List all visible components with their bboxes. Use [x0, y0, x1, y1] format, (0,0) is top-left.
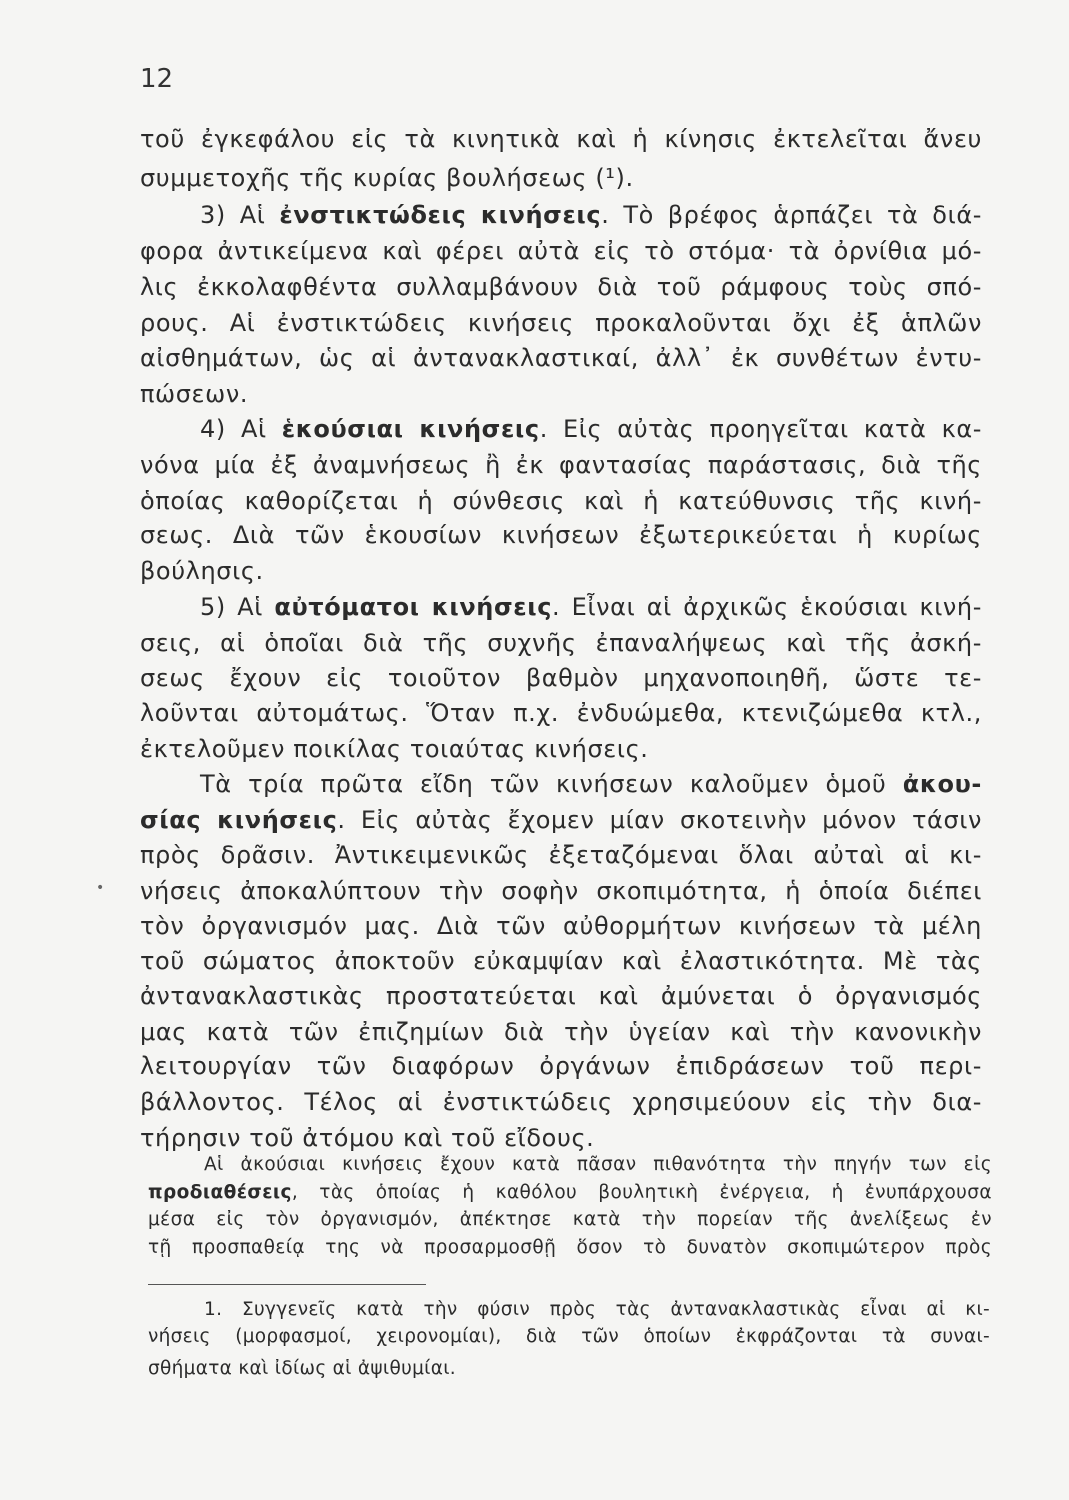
text-segment: πώσεων.: [140, 380, 249, 408]
bold-term: ἑκούσιαι κινήσεις: [281, 415, 540, 443]
bold-term: ἐνστικτώδεις κινήσεις: [279, 201, 602, 229]
body-line: [140, 520, 982, 550]
body-line: [140, 663, 982, 693]
text-segment: μέσα εἰς τὸν ὀργανισμόν, ἀπέκτησε κατὰ τὴν πορείαν τῆς ἀνελίξεως ἐν: [148, 1209, 992, 1230]
body-line: [140, 450, 982, 480]
text-segment: τῇ προσπαθείᾳ της νὰ προσαρμοσθῇ ὅσον τὸ δυνατὸν σκοπιμώτερον πρὸς: [148, 1237, 992, 1258]
body-line: [140, 840, 982, 870]
text-segment: νήσεις (μορφασμοί, χειρονομίαι), διὰ τῶν ὁποίων ἐκφράζονται τὰ συναι-: [148, 1326, 990, 1347]
text-segment: λις ἐκκολαφθέντα συλλαμβάνουν διὰ τοῦ ράμφους τοὺς σπό-: [140, 273, 982, 301]
text-segment: φορα ἀντικείμενα καὶ φέρει αὐτὰ εἰς τὸ στόμα· τὰ ὀρνίθια μό-: [140, 237, 982, 265]
text-segment: βάλλοντος. Τέλος αἱ ἐνστικτώδεις χρησιμεύουν εἰς τὴν δια-: [140, 1088, 982, 1116]
text-segment: αἰσθημάτων, ὡς αἱ ἀντανακλαστικαί, ἀλλ᾽ ἐκ συνθέτων ἐντυ-: [140, 344, 982, 372]
text-segment: σεως. Διὰ τῶν ἑκουσίων κινήσεων ἐξωτερικεύεται ἡ κυρίως: [140, 521, 982, 549]
body-line: [140, 556, 264, 586]
body-line: [200, 200, 982, 230]
footnote-line: [148, 1357, 456, 1381]
note-line: [204, 1153, 992, 1177]
text-segment: . Εἰς αὐτὰς προηγεῖται κατὰ κα-: [539, 415, 983, 443]
bold-term: ἀκου-: [902, 770, 982, 798]
body-line: [140, 272, 982, 302]
text-segment: ρους. Αἱ ἐνστικτώδεις κινήσεις προκαλοῦνται ὄχι ἐξ ἁπλῶν: [140, 309, 982, 337]
text-segment: Τὰ τρία πρῶτα εἴδη τῶν κινήσεων καλοῦμεν ὁμοῦ: [200, 770, 903, 798]
body-line: [140, 876, 982, 906]
note-line: [148, 1208, 992, 1232]
footnote-line: [148, 1325, 990, 1349]
text-segment: 3) Αἱ: [200, 201, 280, 229]
body-line: [140, 1123, 594, 1153]
text-segment: λειτουργίαν τῶν διαφόρων ὀργάνων ἐπιδράσεων τοῦ περι-: [140, 1052, 982, 1080]
text-segment: 4) Αἱ: [200, 415, 282, 443]
body-line: [200, 592, 982, 622]
footnote-rule: [148, 1284, 426, 1285]
text-segment: σθήματα καὶ ἰδίως αἱ ἀψιθυμίαι.: [148, 1358, 456, 1379]
text-segment: σεις, αἱ ὁποῖαι διὰ τῆς συχνῆς ἐπαναλήψεως καὶ τῆς ἀσκή-: [140, 629, 982, 657]
text-segment: μας κατὰ τῶν ἐπιζημίων διὰ τὴν ὑγείαν καὶ τὴν κανονικὴν: [140, 1018, 982, 1046]
body-line: [140, 124, 982, 154]
body-line: [140, 486, 982, 516]
text-segment: . Τὸ βρέφος ἁρπάζει τὰ διά-: [601, 201, 982, 229]
body-line: [140, 1017, 982, 1047]
text-segment: ὁποίας καθορίζεται ἡ σύνθεσις καὶ ἡ κατεύθυνσις τῆς κινή-: [140, 487, 982, 515]
body-line: [140, 628, 982, 658]
body-line: [140, 308, 982, 338]
text-segment: τοῦ σώματος ἀποκτοῦν εὐκαμψίαν καὶ ἐλαστικότητα. Μὲ τὰς: [140, 947, 982, 975]
margin-mark: •: [96, 880, 105, 896]
text-segment: . Εἰς αὐτὰς ἔχομεν μίαν σκοτεινὴν μόνον τάσιν: [337, 806, 982, 834]
body-line: [200, 414, 982, 444]
text-segment: τοῦ ἐγκεφάλου εἰς τὰ κινητικὰ καὶ ἡ κίνησις ἐκτελεῖται ἄνευ: [140, 125, 982, 153]
text-segment: 5) Αἱ: [200, 593, 275, 621]
page-number: 12: [140, 64, 174, 94]
body-line: [140, 698, 982, 728]
body-line: [140, 805, 982, 835]
text-segment: λοῦνται αὐτομάτως. Ὅταν π.χ. ἐνδυώμεθα, κτενιζώμεθα κτλ.,: [140, 699, 982, 727]
bold-term: σίας κινήσεις: [140, 806, 338, 834]
body-line: [140, 946, 982, 976]
text-segment: νόνα μία ἐξ ἀναμνήσεως ἢ ἐκ φαντασίας παράστασις, διὰ τῆς: [140, 451, 982, 479]
text-segment: βούλησις.: [140, 557, 264, 585]
text-segment: συμμετοχῆς τῆς κυρίας βουλήσεως (¹).: [140, 164, 634, 192]
text-segment: νήσεις ἀποκαλύπτουν τὴν σοφὴν σκοπιμότητα, ἡ ὁποία διέπει: [140, 877, 982, 905]
text-segment: ἀντανακλαστικὰς προστατεύεται καὶ ἀμύνεται ὁ ὀργανισμός: [140, 982, 982, 1010]
body-line: [140, 981, 982, 1011]
text-segment: ἐκτελοῦμεν ποικίλας τοιαύτας κινήσεις.: [140, 735, 649, 763]
body-line: [140, 343, 982, 373]
body-line: [140, 236, 982, 266]
text-segment: , τὰς ὁποίας ἡ καθόλου βουλητικὴ ἐνέργεια, ἡ ἐνυπάρχουσα: [291, 1182, 992, 1203]
text-segment: πρὸς δρᾶσιν. Ἀντικειμενικῶς ἐξεταζόμεναι ὅλαι αὐταὶ αἱ κι-: [140, 841, 982, 869]
body-line: [140, 1087, 982, 1117]
text-segment: 1. Συγγενεῖς κατὰ τὴν φύσιν πρὸς τὰς ἀντανακλαστικὰς εἶναι αἱ κι-: [204, 1299, 990, 1320]
note-line: [148, 1181, 992, 1205]
text-segment: σεως ἔχουν εἰς τοιοῦτον βαθμὸν μηχανοποιηθῆ, ὥστε τε-: [140, 664, 982, 692]
body-line: [140, 734, 649, 764]
body-line: [200, 769, 982, 799]
body-line: [140, 911, 982, 941]
bold-term: αὐτόματοι κινήσεις: [274, 593, 553, 621]
body-line: [140, 163, 634, 193]
bold-term: προδιαθέσεις: [148, 1182, 292, 1203]
note-line: [148, 1236, 992, 1260]
footnote-line: [204, 1298, 990, 1322]
body-line: [140, 1051, 982, 1081]
text-segment: Αἱ ἀκούσιαι κινήσεις ἔχουν κατὰ πᾶσαν πιθανότητα τὴν πηγήν των εἰς: [204, 1154, 992, 1175]
body-line: [140, 379, 248, 409]
text-segment: . Εἶναι αἱ ἀρχικῶς ἑκούσιαι κινή-: [552, 593, 982, 621]
text-segment: τὸν ὀργανισμόν μας. Διὰ τῶν αὐθορμήτων κινήσεων τὰ μέλη: [140, 912, 982, 940]
text-segment: τήρησιν τοῦ ἀτόμου καὶ τοῦ εἴδους.: [140, 1124, 595, 1152]
